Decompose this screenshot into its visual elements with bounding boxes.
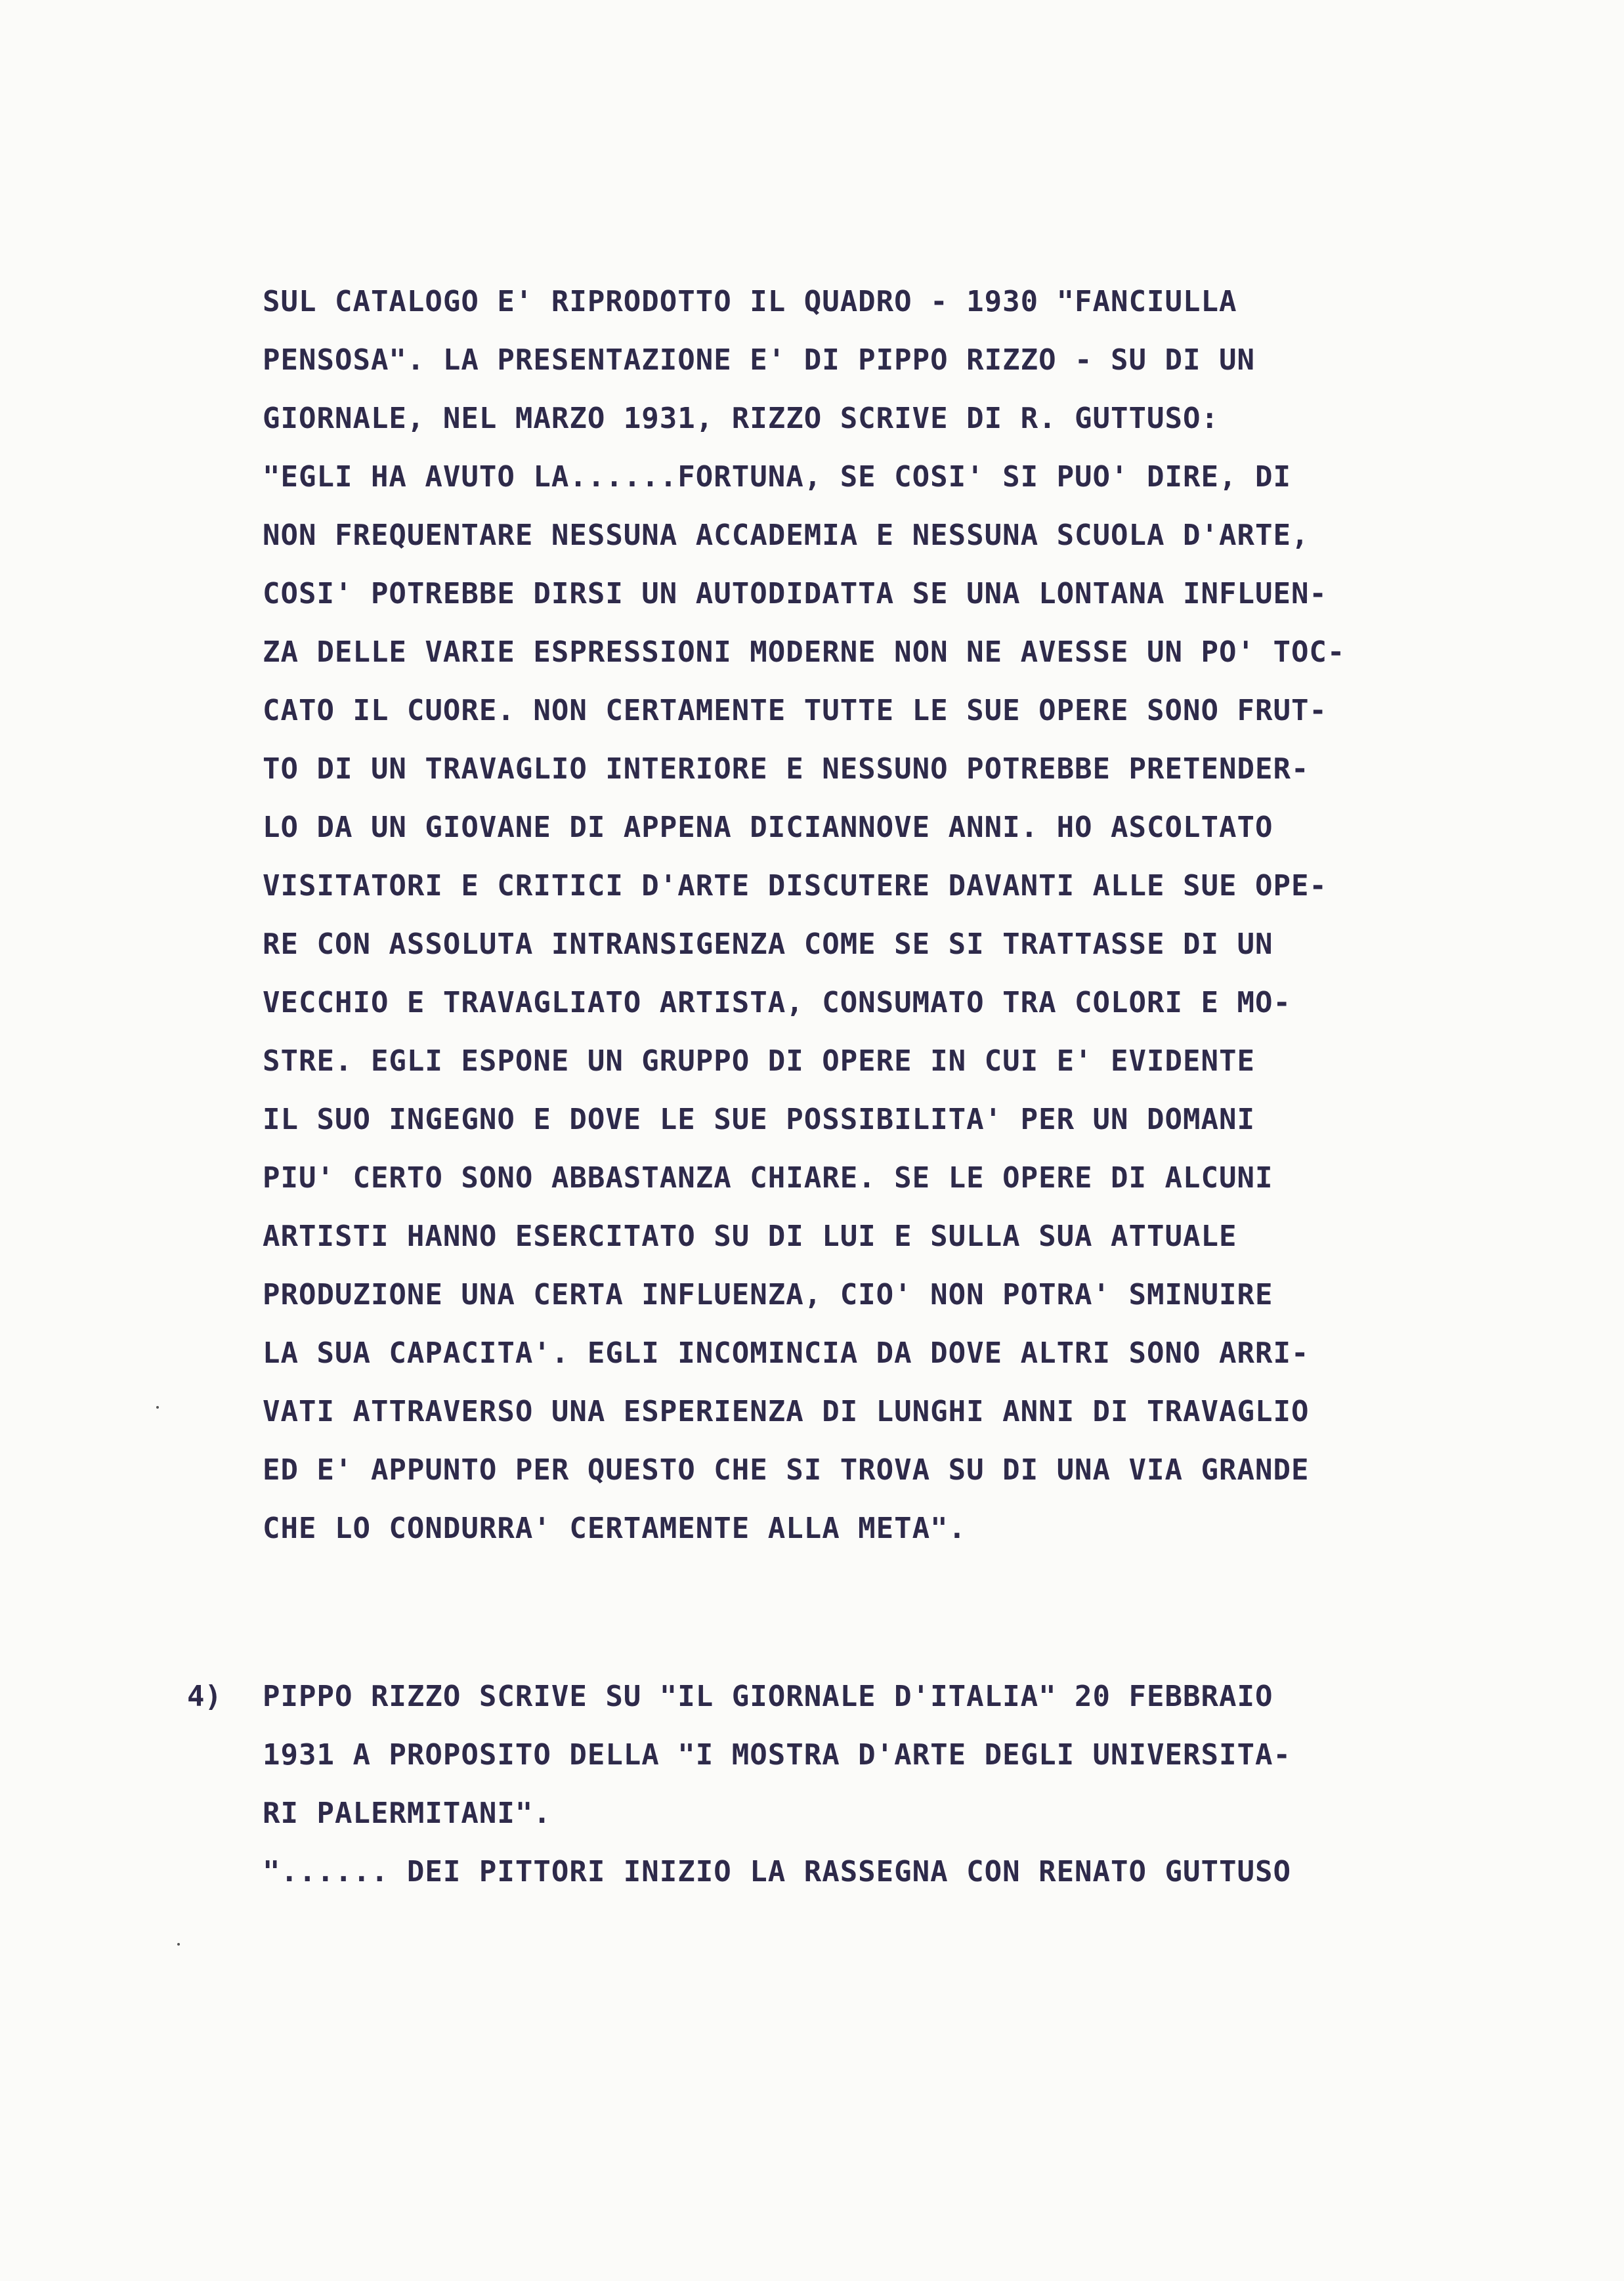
paper-speck <box>156 1406 159 1409</box>
text-line: PIU' CERTO SONO ABBASTANZA CHIARE. SE LE OPERE DI ALCUNI <box>263 1161 1273 1195</box>
text-line: PENSOSA". LA PRESENTAZIONE E' DI PIPPO RIZZO - SU DI UN <box>263 343 1255 377</box>
text-line: NON FREQUENTARE NESSUNA ACCADEMIA E NESSUNA SCUOLA D'ARTE, <box>263 519 1310 552</box>
text-line: LA SUA CAPACITA'. EGLI INCOMINCIA DA DOVE ALTRI SONO ARRI- <box>263 1336 1310 1370</box>
text-line: VISITATORI E CRITICI D'ARTE DISCUTERE DAVANTI ALLE SUE OPE- <box>263 869 1327 903</box>
text-line: SUL CATALOGO E' RIPRODOTTO IL QUADRO - 1930 "FANCIULLA <box>263 285 1237 318</box>
paragraph-item-4 <box>263 1667 1470 1901</box>
text-line: RE CON ASSOLUTA INTRANSIGENZA COME SE SI TRATTASSE DI UN <box>263 927 1273 961</box>
text-line: RI PALERMITANI". <box>263 1797 551 1830</box>
text-line: COSI' POTREBBE DIRSI UN AUTODIDATTA SE UNA LONTANA INFLUEN- <box>263 577 1327 610</box>
text-line: STRE. EGLI ESPONE UN GRUPPO DI OPERE IN CUI E' EVIDENTE <box>263 1044 1255 1078</box>
text-line: "...... DEI PITTORI INIZIO LA RASSEGNA CON RENATO GUTTUSO <box>263 1855 1291 1888</box>
text-line: IL SUO INGEGNO E DOVE LE SUE POSSIBILITA' PER UN DOMANI <box>263 1103 1255 1136</box>
text-line: CHE LO CONDURRA' CERTAMENTE ALLA META". <box>263 1512 967 1545</box>
text-line: ZA DELLE VARIE ESPRESSIONI MODERNE NON NE AVESSE UN PO' TOC- <box>263 635 1346 669</box>
item-number: 4) <box>187 1680 222 1713</box>
text-line: VATI ATTRAVERSO UNA ESPERIENZA DI LUNGHI ANNI DI TRAVAGLIO <box>263 1395 1310 1428</box>
paragraph-guttuso-review <box>263 272 1470 1558</box>
paper-speck <box>177 1943 180 1946</box>
text-line: LO DA UN GIOVANE DI APPENA DICIANNOVE ANNI. HO ASCOLTATO <box>263 811 1273 844</box>
text-line: TO DI UN TRAVAGLIO INTERIORE E NESSUNO POTREBBE PRETENDER- <box>263 752 1310 786</box>
text-line: GIORNALE, NEL MARZO 1931, RIZZO SCRIVE DI R. GUTTUSO: <box>263 402 1219 435</box>
text-line: ED E' APPUNTO PER QUESTO CHE SI TROVA SU DI UNA VIA GRANDE <box>263 1453 1310 1487</box>
text-line: 1931 A PROPOSITO DELLA "I MOSTRA D'ARTE DEGLI UNIVERSITA- <box>263 1738 1291 1772</box>
text-line: PRODUZIONE UNA CERTA INFLUENZA, CIO' NON POTRA' SMINUIRE <box>263 1278 1273 1311</box>
text-line: ARTISTI HANNO ESERCITATO SU DI LUI E SULLA SUA ATTUALE <box>263 1220 1237 1253</box>
text-line: "EGLI HA AVUTO LA......FORTUNA, SE COSI' SI PUO' DIRE, DI <box>263 460 1291 494</box>
text-line: VECCHIO E TRAVAGLIATO ARTISTA, CONSUMATO TRA COLORI E MO- <box>263 986 1291 1019</box>
text-line: CATO IL CUORE. NON CERTAMENTE TUTTE LE SUE OPERE SONO FRUT- <box>263 694 1327 727</box>
text-line: PIPPO RIZZO SCRIVE SU "IL GIORNALE D'ITALIA" 20 FEBBRAIO <box>263 1680 1273 1713</box>
